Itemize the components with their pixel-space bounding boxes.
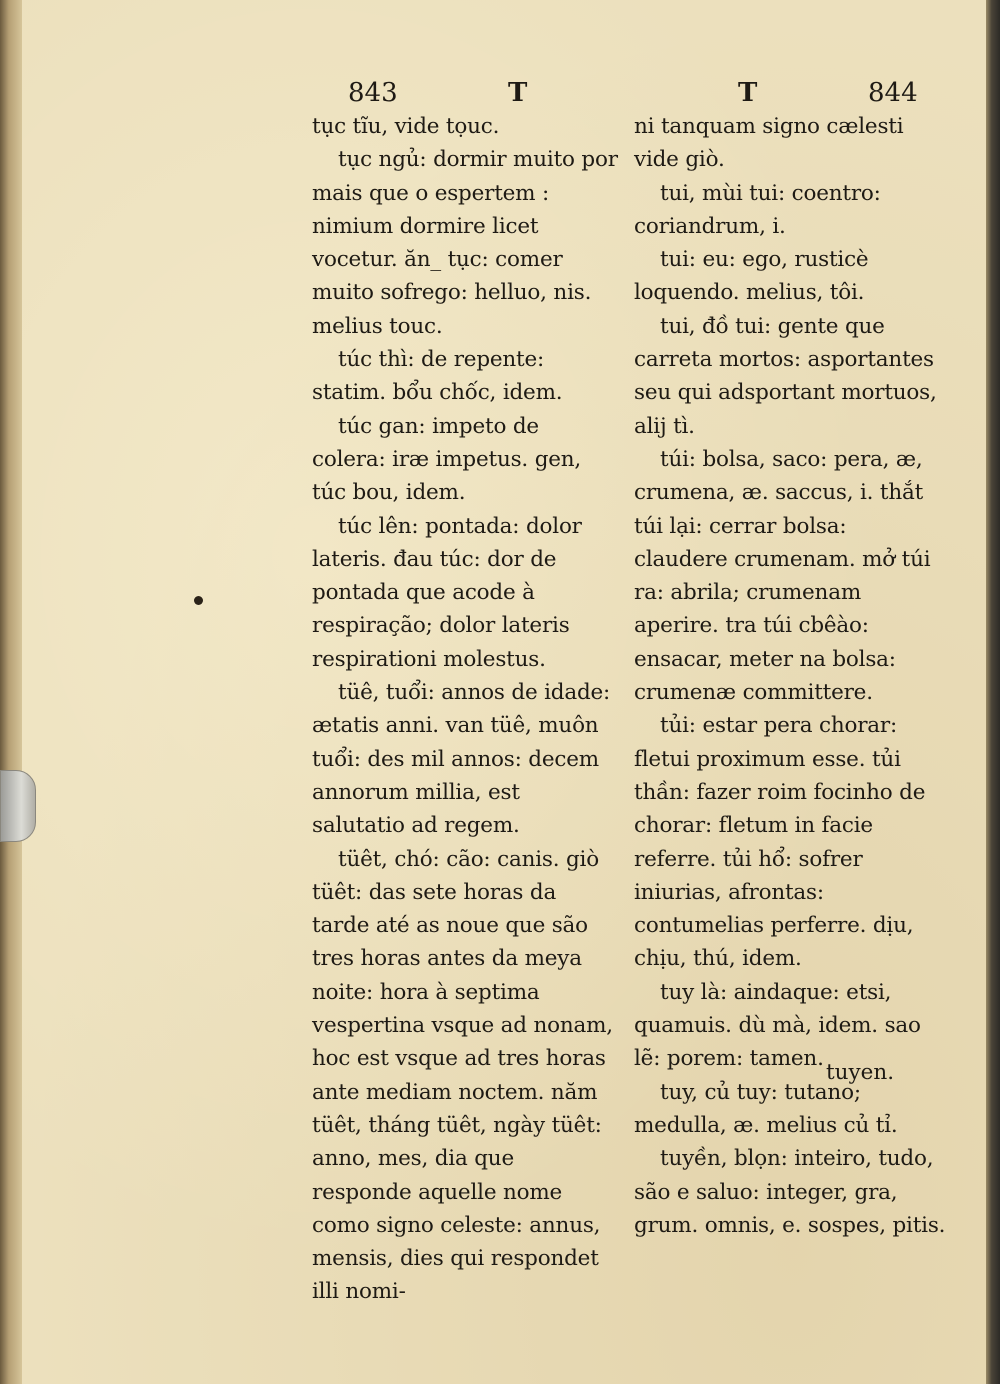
dictionary-entry: tui: eu: ego, rusticè loquendo. melius, tôi.: [634, 247, 869, 306]
dictionary-entry: túc thì: de repente: statim. bổu chốc, idem.: [312, 347, 563, 406]
book-page: [22, 0, 986, 1384]
dictionary-entry: tüêt, chó: cão: canis. giò tüêt: das sete horas da tarde até as noue que são tres horas antes da meya noite: hora à septima vespertina vsque ad nonam, hoc est vsque ad tres horas ante mediam noctem. năm tüêt, tháng tüêt, ngày tüêt: anno, mes, dia que responde aquelle nome como signo celeste: annus, mensis, dies qui respondet illi nomi-: [312, 846, 613, 1305]
dictionary-entry: tục ngủ: dormir muito por mais que o espertem : nimium dormire licet vocetur. ăn_ tục: comer muito sofrego: helluo, nis. melius touc.: [312, 147, 618, 339]
ink-spot: [194, 596, 203, 605]
dictionary-entry: ni tanquam signo cælesti vide giò.: [634, 114, 904, 173]
page-edge-right: [986, 0, 1000, 1384]
right-column: [634, 110, 946, 1242]
dictionary-entry: túc gan: impeto de colera: iræ impetus. gen, túc bou, idem.: [312, 413, 582, 506]
dictionary-entry: tüê, tuổi: annos de idade: ætatis anni. van tüê, muôn tuổi: des mil annos: decem annorum millia, est salutatio ad regem.: [312, 680, 611, 839]
catchword: tuyen.: [826, 1060, 895, 1085]
dictionary-entry: tui, đồ tui: gente que carreta mortos: asportantes seu qui adsportant mortuos, alij tì.: [634, 313, 937, 439]
page-number-right: 844: [868, 78, 918, 108]
running-head-left: T: [508, 78, 528, 108]
dictionary-entry: tủi: estar pera chorar: fletui proximum esse. tủi thần: fazer roim focinho de chorar: fletum in facie referre. tủi hổ: sofrer iniurias, afrontas: contumelias perferre. dịu, chịu, thú, idem.: [634, 713, 926, 972]
page-edge-left: [0, 0, 22, 1384]
dictionary-entry: tuyền, blọn: inteiro, tudo, são e saluo: integer, gra, grum. omnis, e. sospes, pitis.: [634, 1146, 946, 1238]
dictionary-entry: tuy, củ tuy: tutano; medulla, æ. melius củ tỉ.: [634, 1079, 898, 1138]
page-number-left: 843: [348, 78, 398, 108]
dictionary-entry: tuy là: aindaque: etsi, quamuis. dù mà, idem. sao lẽ: porem: tamen.: [634, 979, 921, 1072]
dictionary-entry: tục tĩu, vide tọuc.: [312, 114, 500, 139]
dictionary-entry: tui, mùi tui: coentro: coriandrum, i.: [634, 180, 881, 239]
dictionary-entry: túi: bolsa, saco: pera, æ, crumena, æ. saccus, i. thắt túi lại: cerrar bolsa: claudere crumenam. mở túi ra: abrila; crumenam aperire. tra túi cbêào: ensacar, meter na bolsa: crumenæ committere.: [634, 446, 931, 706]
left-column: [312, 110, 618, 1309]
page-clip: [0, 770, 36, 842]
running-head-right: T: [738, 78, 758, 108]
dictionary-entry: túc lên: pontada: dolor lateris. đau túc: dor de pontada que acode à respiração; dolor lateris respirationi molestus.: [312, 513, 582, 672]
